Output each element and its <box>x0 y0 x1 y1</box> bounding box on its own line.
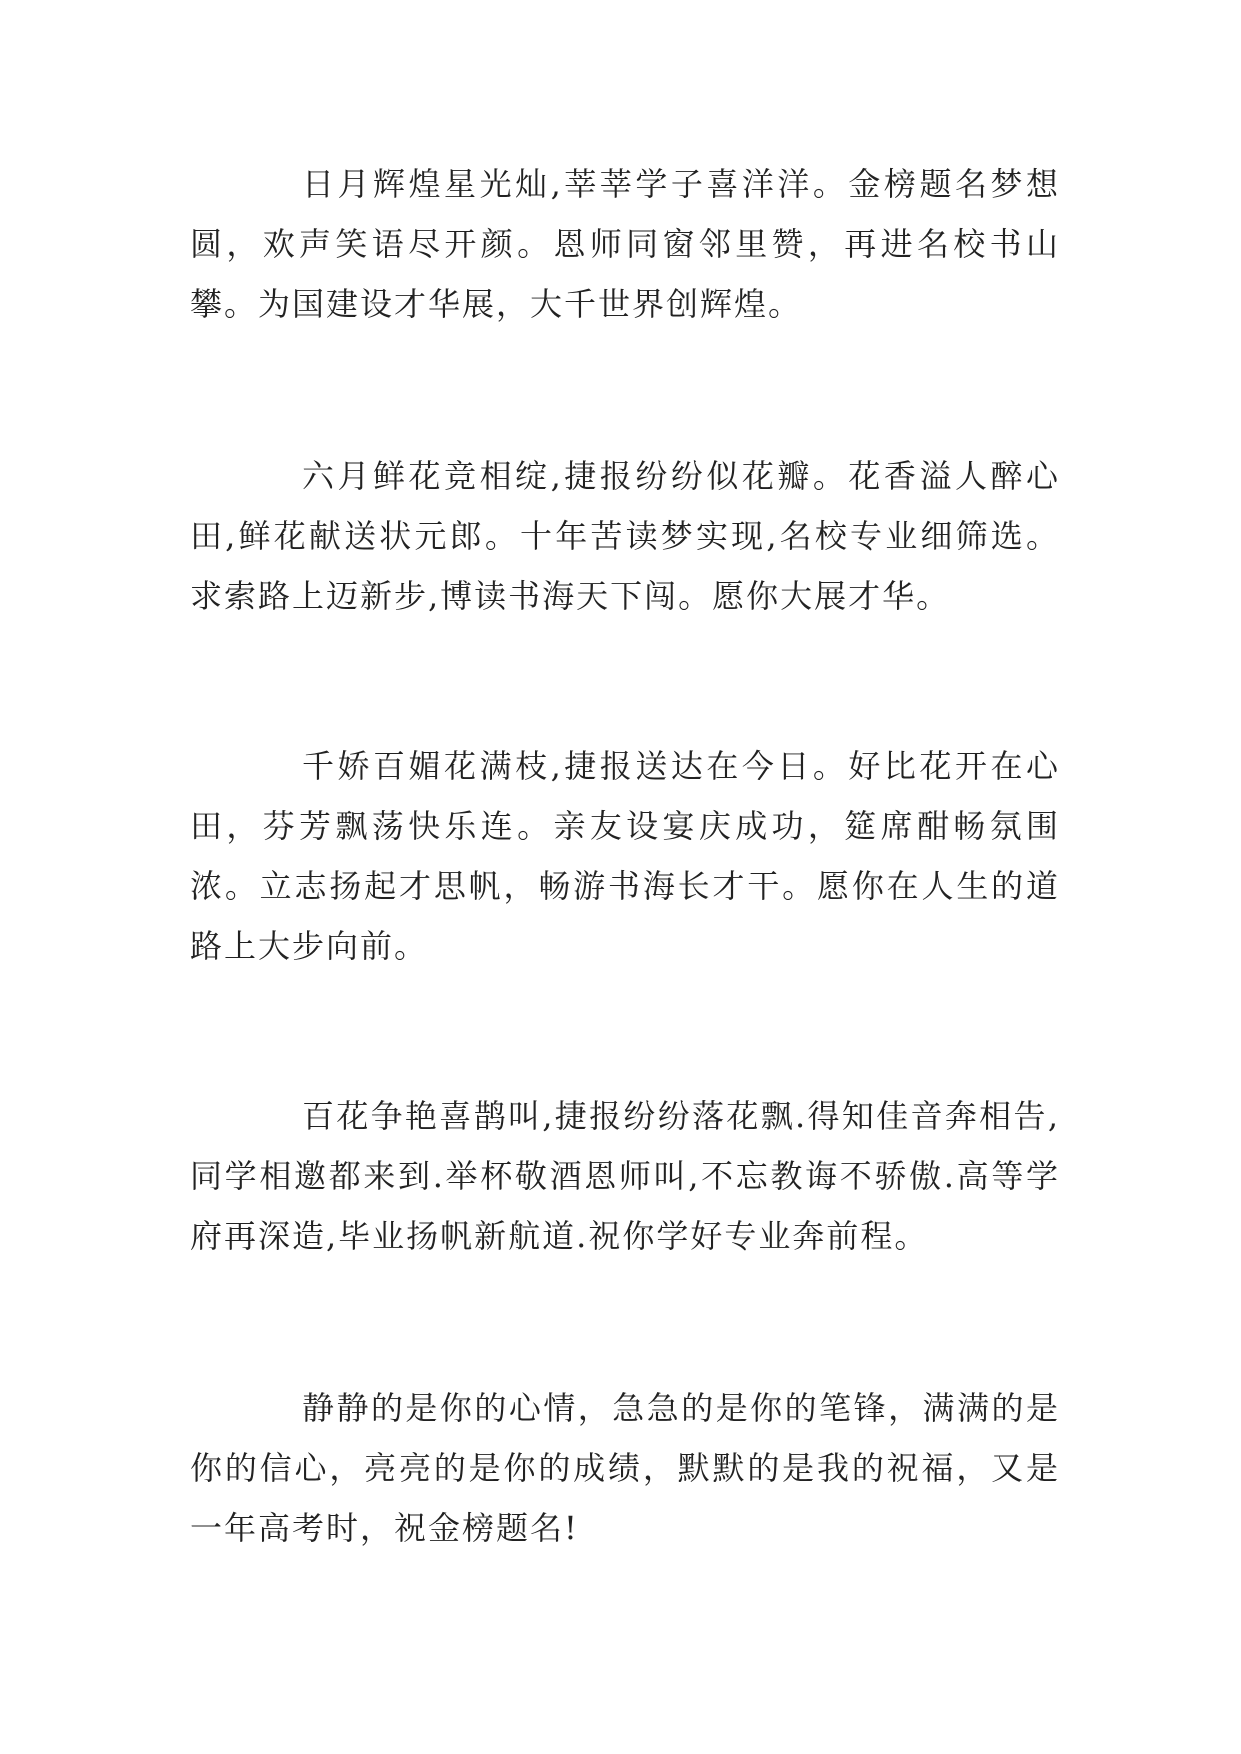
paragraph-3: 千娇百媚花满枝,捷报送达在今日。好比花开在心田，芬芳飘荡快乐连。亲友设宴庆成功，筵席酣畅氛围浓。立志扬起才思帆，畅游书海长才干。愿你在人生的道路上大步向前。 <box>190 747 1060 965</box>
paragraph-2: 六月鲜花竞相绽,捷报纷纷似花瓣。花香溢人醉心田,鲜花献送状元郎。十年苦读梦实现,名校专业细筛选。求索路上迈新步,博读书海天下闯。愿你大展才华。 <box>190 457 1060 615</box>
paragraph-5: 静静的是你的心情，急急的是你的笔锋，满满的是你的信心，亮亮的是你的成绩，默默的是我的祝福，又是一年高考时，祝金榜题名! <box>190 1389 1060 1547</box>
paragraph-1: 日月辉煌星光灿,莘莘学子喜洋洋。金榜题名梦想圆，欢声笑语尽开颜。恩师同窗邻里赞，再进名校书山攀。为国建设才华展，大千世界创辉煌。 <box>190 165 1060 323</box>
paragraph-4: 百花争艳喜鹊叫,捷报纷纷落花飘.得知佳音奔相告,同学相邀都来到.举杯敬酒恩师叫,不忘教诲不骄傲.高等学府再深造,毕业扬帆新航道.祝你学好专业奔前程。 <box>190 1097 1060 1255</box>
